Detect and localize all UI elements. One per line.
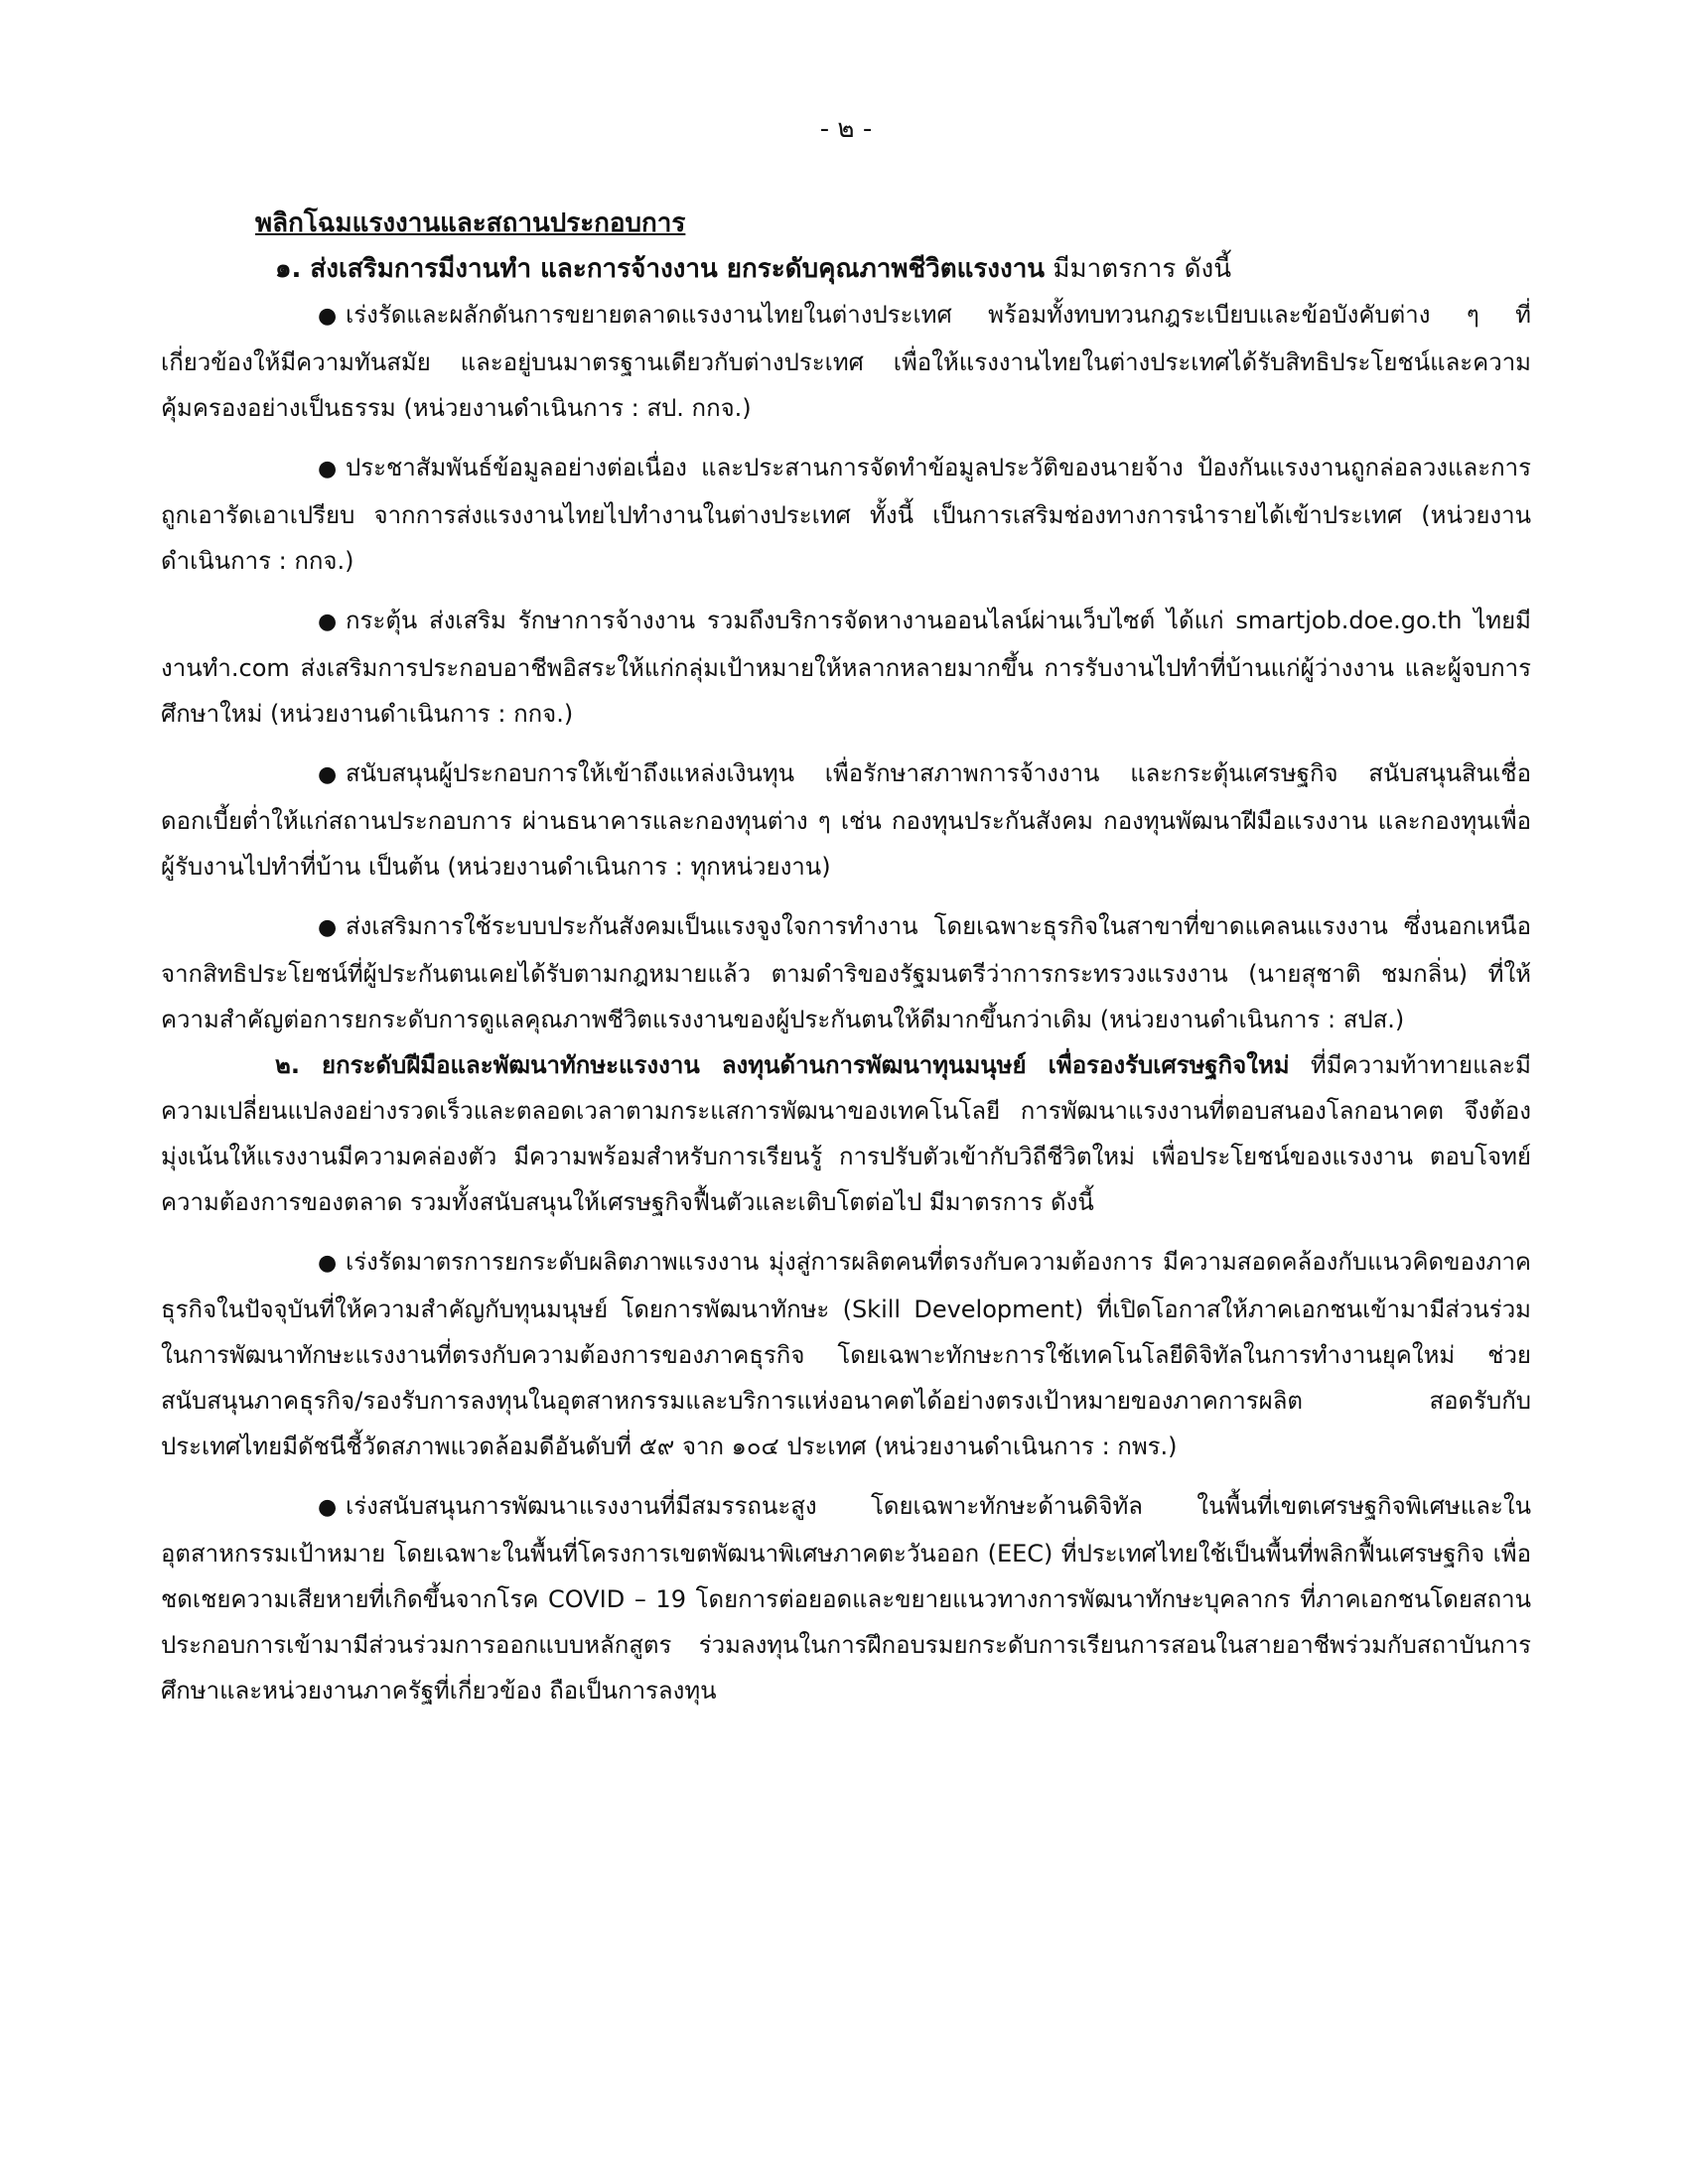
item1-bullet-4 (161, 751, 1531, 889)
item1-bullet-1-text: เร่งรัดและผลักดันการขยายตลาดแรงงานไทยในต่างประเทศ พร้อมทั้งทบทวนกฎระเบียบและข้อบังคับต่าง ๆ ที่เกี่ยวข้องให้มีความทันสมัย และอยู่บนมาตรฐานเดียวกับต่างประเทศ เพื่อให้แรงงานไทยในต่างประเทศได้รับสิทธิประโยชน์และความคุ้มครองอย่างเป็นธรรม (หน่วยงานดำเนินการ : สป. กกจ.) (161, 301, 1531, 422)
bullet-icon: ● (318, 304, 338, 329)
item1-bullet-5-text: ส่งเสริมการใช้ระบบประกันสังคมเป็นแรงจูงใจการทำงาน โดยเฉพาะธุรกิจในสาขาที่ขาดแคลนแรงงาน ซึ่งนอกเหนือจากสิทธิประโยชน์ที่ผู้ประกันตนเคยได้รับตามกฎหมายแล้ว ตามดำริของรัฐมนตรีว่าการกระทรวงแรงงาน (นายสุชาติ ชมกลิ่น) ที่ให้ความสำคัญต่อการยกระดับการดูแลคุณภาพชีวิตแรงงานของผู้ประกันตนให้ดีมากขึ้นกว่าเดิม (หน่วยงานดำเนินการ : สปส.) (161, 912, 1531, 1033)
bullet-icon: ● (318, 1495, 338, 1520)
bullet-icon: ● (318, 762, 338, 787)
item1-title: ๑. ส่งเสริมการมีงานทำ และการจ้างงาน ยกระดับคุณภาพชีวิตแรงงาน (275, 254, 1046, 284)
item1-bullet-1 (161, 292, 1531, 431)
page-number: - ๒ - (819, 114, 873, 144)
item2-paragraph (161, 1042, 1531, 1225)
item2-bullet-1 (161, 1239, 1531, 1469)
item2-bullet-1-text: เร่งรัดมาตรการยกระดับผลิตภาพแรงงาน มุ่งสู่การผลิตคนที่ตรงกับความต้องการ มีความสอดคล้องกับแนวคิดของภาคธุรกิจในปัจจุบันที่ให้ความสำคัญกับทุนมนุษย์ โดยการพัฒนาทักษะ (Skill Development) ที่เปิดโอกาสให้ภาคเอกชนเข้ามามีส่วนร่วมในการพัฒนาทักษะแรงงานที่ตรงกับความต้องการของภาคธุรกิจ โดยเฉพาะทักษะการใช้เทคโนโลยีดิจิทัลในการทำงานยุคใหม่ ช่วยสนับสนุนภาคธุรกิจ/รองรับการลงทุนในอุตสาหกรรมและบริการแห่งอนาคตได้อย่างตรงเป้าหมายของภาคการผลิต สอดรับกับประเทศไทยมีดัชนีชี้วัดสภาพแวดล้อมดีอันดับที่ ๕๙ จาก ๑๐๔ ประเทศ (หน่วยงานดำเนินการ : กพร.) (161, 1248, 1531, 1460)
section-heading: พลิกโฉมแรงงานและสถานประกอบการ (255, 208, 686, 238)
bullet-icon: ● (318, 610, 338, 634)
document-page (161, 109, 1531, 1713)
bullet-icon: ● (318, 457, 338, 481)
item1-bullet-4-text: สนับสนุนผู้ประกอบการให้เข้าถึงแหล่งเงินทุน เพื่อรักษาสภาพการจ้างงาน และกระตุ้นเศรษฐกิจ สนับสนุนสินเชื่อดอกเบี้ยต่ำให้แก่สถานประกอบการ ผ่านธนาคารและกองทุนต่าง ๆ เช่น กองทุนประกันสังคม กองทุนพัฒนาฝีมือแรงงาน และกองทุนเพื่อผู้รับงานไปทำที่บ้าน เป็นต้น (หน่วยงานดำเนินการ : ทุกหน่วยงาน) (161, 759, 1531, 881)
item1-heading (161, 246, 1531, 292)
bullet-icon: ● (318, 1251, 338, 1276)
item2-title: ๒. ยกระดับฝีมือและพัฒนาทักษะแรงงาน ลงทุนด้านการพัฒนาทุนมนุษย์ เพื่อรองรับเศรษฐกิจใหม่ (275, 1051, 1290, 1079)
item2-bullet-2 (161, 1483, 1531, 1713)
item1-bullet-2 (161, 445, 1531, 584)
item1-suffix: มีมาตรการ ดังนี้ (1045, 254, 1231, 284)
bullet-icon: ● (318, 915, 338, 940)
item1-bullet-3 (161, 598, 1531, 737)
item2-bullet-2-text: เร่งสนับสนุนการพัฒนาแรงงานที่มีสมรรถนะสูง โดยเฉพาะทักษะด้านดิจิทัล ในพื้นที่เขตเศรษฐกิจพิเศษและในอุตสาหกรรมเป้าหมาย โดยเฉพาะในพื้นที่โครงการเขตพัฒนาพิเศษภาคตะวันออก (EEC) ที่ประเทศไทยใช้เป็นพื้นที่พลิกฟื้นเศรษฐกิจ เพื่อชดเชยความเสียหายที่เกิดขึ้นจากโรค COVID – 19 โดยการต่อยอดและขยายแนวทางการพัฒนาทักษะบุคลากร ที่ภาคเอกชนโดยสถานประกอบการเข้ามามีส่วนร่วมการออกแบบหลักสูตร ร่วมลงทุนในการฝึกอบรมยกระดับการเรียนการสอนในสายอาชีพร่วมกับสถาบันการศึกษาและหน่วยงานภาครัฐที่เกี่ยวข้อง ถือเป็นการลงทุน (161, 1492, 1531, 1705)
item1-bullet-3-text: กระตุ้น ส่งเสริม รักษาการจ้างงาน รวมถึงบริการจัดหางานออนไลน์ผ่านเว็บไซต์ ได้แก่ smartjob.doe.go.th ไทยมีงานทำ.com ส่งเสริมการประกอบอาชีพอิสระให้แก่กลุ่มเป้าหมายให้หลากหลายมากขึ้น การรับงานไปทำที่บ้านแก่ผู้ว่างงาน และผู้จบการศึกษาใหม่ (หน่วยงานดำเนินการ : กกจ.) (161, 607, 1531, 728)
item1-bullet-5 (161, 903, 1531, 1042)
item1-bullet-2-text: ประชาสัมพันธ์ข้อมูลอย่างต่อเนื่อง และประสานการจัดทำข้อมูลประวัติของนายจ้าง ป้องกันแรงงานถูกล่อลวงและการถูกเอารัดเอาเปรียบ จากการส่งแรงงานไทยไปทำงานในต่างประเทศ ทั้งนี้ เป็นการเสริมช่องทางการนำรายได้เข้าประเทศ (หน่วยงานดำเนินการ : กกจ.) (161, 454, 1531, 575)
item2-intro: ที่มีความท้าทายและมีความเปลี่ยนแปลงอย่างรวดเร็วและตลอดเวลาตามกระแสการพัฒนาของเทคโนโลยี การพัฒนาแรงงานที่ตอบสนองโลกอนาคต จึงต้องมุ่งเน้นให้แรงงานมีความคล่องตัว มีความพร้อมสำหรับการเรียนรู้ การปรับตัวเข้ากับวิถีชีวิตใหม่ เพื่อประโยชน์ของแรงงาน ตอบโจทย์ความต้องการของตลาด รวมทั้งสนับสนุนให้เศรษฐกิจฟื้นตัวและเติบโตต่อไป มีมาตรการ ดังนี้ (161, 1051, 1531, 1216)
